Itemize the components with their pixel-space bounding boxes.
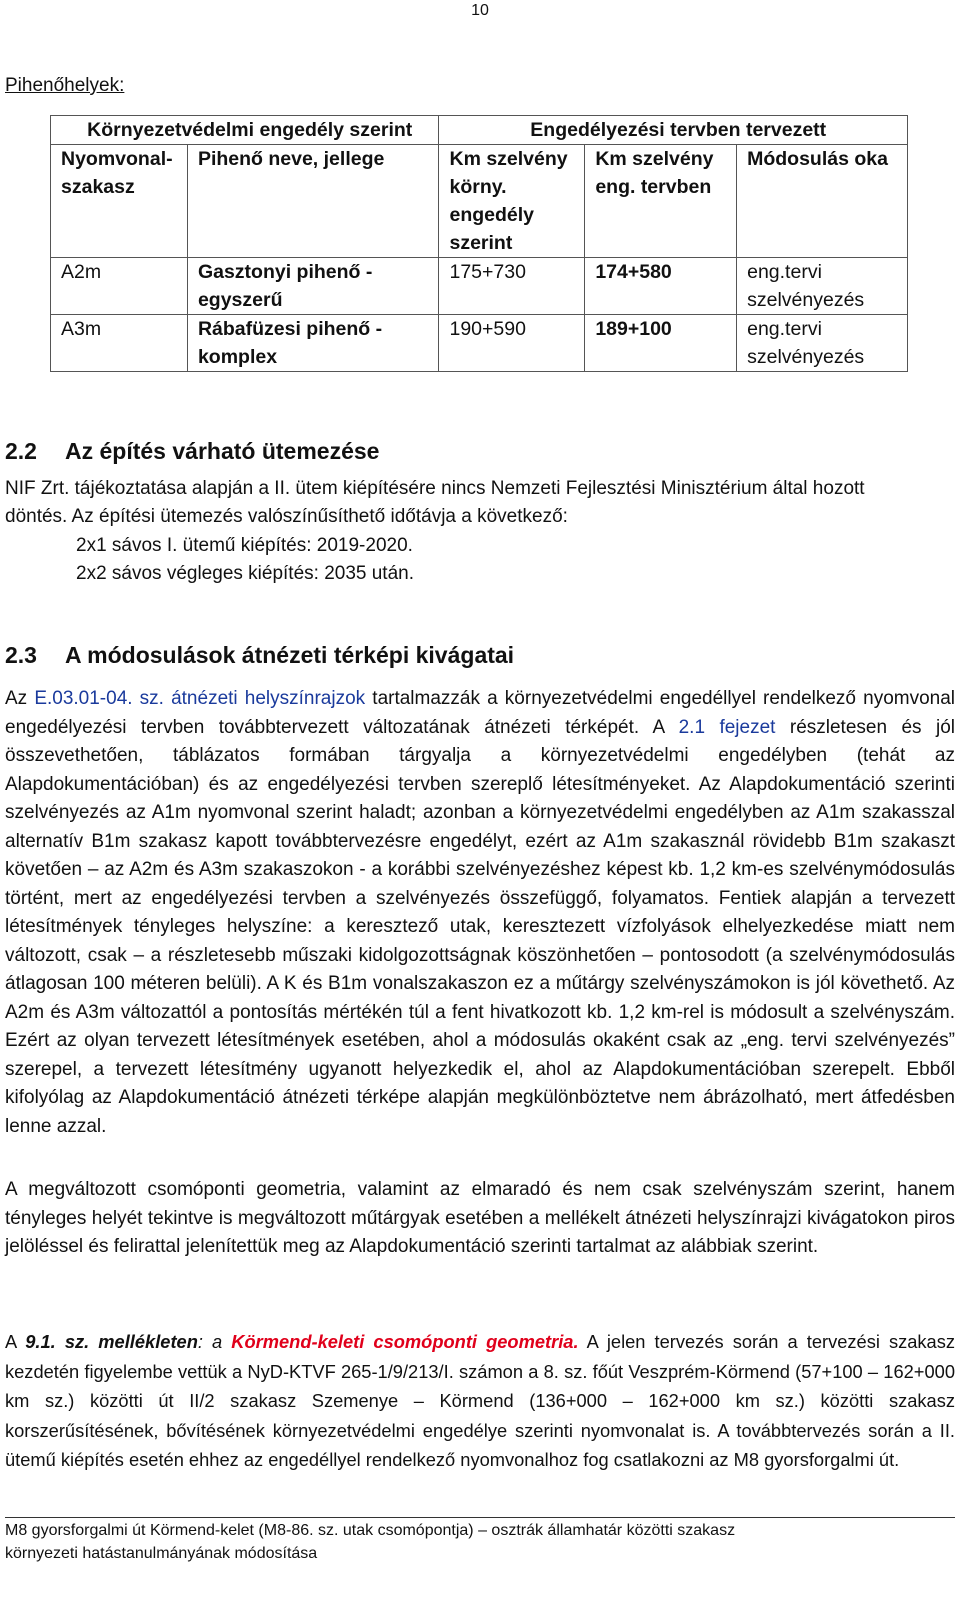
cell-section: A2m: [51, 258, 188, 315]
table-row: [51, 258, 908, 315]
header-km-env: Km szelvény körny. engedély szerint: [439, 145, 585, 258]
page-number: 10: [471, 2, 489, 19]
footer-divider: [5, 1517, 955, 1518]
header-reason: Módosulás oka: [737, 145, 908, 258]
group-header-plan: Engedélyezési tervben tervezett: [439, 116, 908, 145]
cell-reason: eng.tervi szelvényezés: [737, 315, 908, 372]
cell-km-plan: 189+100: [585, 315, 737, 372]
section-title: A módosulások átnézeti térképi kivágatai: [65, 642, 515, 668]
cell-name: Rábafüzesi pihenő - komplex: [187, 315, 439, 372]
sec22-paragraph-line1: NIF Zrt. tájékoztatása alapján a II. ütem kiépítésére nincs Nemzeti Fejlesztési Minisztérium által hozott: [5, 478, 865, 499]
rest-areas-table: [50, 115, 908, 372]
cell-km-env: 190+590: [439, 315, 585, 372]
group-header-env: Környezetvédelmi engedély szerint: [51, 116, 439, 145]
sec23-paragraph-3: [5, 1327, 955, 1475]
text-run: Az: [5, 688, 35, 709]
cell-km-env: 175+730: [439, 258, 585, 315]
table-group-header-row: [51, 116, 908, 145]
rest-areas-heading: Pihenőhelyek:: [5, 75, 125, 96]
section-2-3-heading: [5, 642, 514, 669]
footer-line-1: M8 gyorsforgalmi út Körmend-kelet (M8-86. sz. utak csomópontja) – osztrák államhatár közötti szakasz: [5, 1522, 736, 1539]
junction-geometry-label: Körmend-keleti csomóponti geometria.: [231, 1331, 579, 1352]
header-km-plan: Km szelvény eng. tervben: [585, 145, 737, 258]
cell-section: A3m: [51, 315, 188, 372]
section-number: 2.3: [5, 642, 37, 668]
text-run: részletesen és jól összevethetően, táblázatos formában tárgyalja a környezetvédelmi engedélyben (tehát az Alapdokumentációban) és az engedélyezési tervben szereplő létesítményeket. Az Alapdokumentáció szerinti szelvényezés az A1m nyomvonal szerint haladt; azonban a környezetvédelmi engedélyben az A1m szakasszal alternatív B1m szakasz kapott továbbtervezésre engedélyt, ezért az A1m szakasznál rövidebb B1m szakaszt követően – az A2m és A3m szakaszokon - a korábbi szelvényezéshez képest kb. 1,2 km-es szelvénymódosulás történt, mert az engedélyezési tervben a szelvényezés összefüggő, folyamatos. Fentiek alapján a tervezett létesítmények tényleges helyszíne: a keresztező utak, keresztezett vízfolyások elhelyezkedése miatt nem változott, csak – a részletesebb műszaki kidolgozottságnak köszönhetően – pontosodott (a szelvénymódosulás átlagosan 100 méteren belüli). A K és B1m vonalszakaszon ez a műtárgy szelvényszámokon is jól követhető. Az A2m és A3m változattól a pontosítás mértékén túl a fent hivatkozott kb. 1,2 km-rel is módosult a szelvényszám. Ezért az olyan tervezett létesítmények esetében, ahol a módosulás okaként csak az „eng. tervi szelvényezés” szerepel, a tervezett létesítmény ugyanott helyezkedik el, ahol az Alapdokumentációban szerepelt. Ebből kifolyólag az Alapdokumentáció átnézeti térképe alapján megkülönböztetve nem ábrázolható, mert átfedésben lenne azzal.: [5, 716, 956, 1137]
annex-reference: 9.1. sz. mellékleten: [25, 1331, 198, 1352]
text-run: A jelen tervezés során a tervezési szakasz kezdetén figyelembe vettük a NyD-KTVF 265-1/9/213/I. számon a 8. sz. főút Veszprém-Körmend (57+100 – 162+000 km sz.) közötti út II/2 szakasz Szemenye – Körmend (136+000 – 162+000 km sz.) közötti szakasz korszerűsítésének, bővítésének környezetvédelmi engedélye szerinti nyomvonalat is. A továbbtervezés során a II. ütemű kiépítés esetén ehhez az engedéllyel rendelkező nyomvonalhoz fog csatlakozni az M8 gyorsforgalmi út.: [5, 1331, 956, 1470]
schedule-item: 2x2 sávos végleges kiépítés: 2035 után.: [76, 563, 415, 584]
cell-reason: eng.tervi szelvényezés: [737, 258, 908, 315]
schedule-item: 2x1 sávos I. ütemű kiépítés: 2019-2020.: [76, 535, 413, 556]
cell-name: Gasztonyi pihenő - egyszerű: [187, 258, 439, 315]
map-reference-link[interactable]: E.03.01-04. sz. átnézeti helyszínrajzok: [34, 688, 366, 709]
header-section: Nyomvonal-szakasz: [51, 145, 188, 258]
sec22-paragraph-line2: döntés. Az építési ütemezés valószínűsíthető időtávja a következő:: [5, 506, 568, 527]
sec23-paragraph-1: [5, 685, 955, 1141]
table-header-row: [51, 145, 908, 258]
text-run: A: [5, 1331, 26, 1352]
table-row: [51, 315, 908, 372]
cell-km-plan: 174+580: [585, 258, 737, 315]
header-name: Pihenő neve, jellege: [187, 145, 439, 258]
text-run: tartalmazzák a környezetvédelmi engedéllyel rendelkező nyomvonal engedélyezési tervben továbbtervezett változatának átnézeti térképét. A: [5, 688, 956, 738]
sec23-paragraph-2: A megváltozott csomóponti geometria, valamint az elmaradó és nem csak szelvényszám szerint, hanem tényleges helyét tekintve is megváltozott műtárgyak esetében a mellékelt átnézeti helyszínrajzi kivágatokon piros jelöléssel és felirattal jelenítettük meg az Alapdokumentáció szerinti tartalmat az alábbiak szerint.: [5, 1179, 955, 1257]
section-number: 2.2: [5, 438, 37, 464]
footer-line-2: környezeti hatástanulmányának módosítása: [5, 1545, 318, 1562]
chapter-reference-link[interactable]: 2.1 fejezet: [678, 716, 776, 738]
section-title: Az építés várható ütemezése: [65, 438, 380, 464]
text-run: : a: [197, 1331, 232, 1352]
section-2-2-heading: [5, 438, 379, 465]
